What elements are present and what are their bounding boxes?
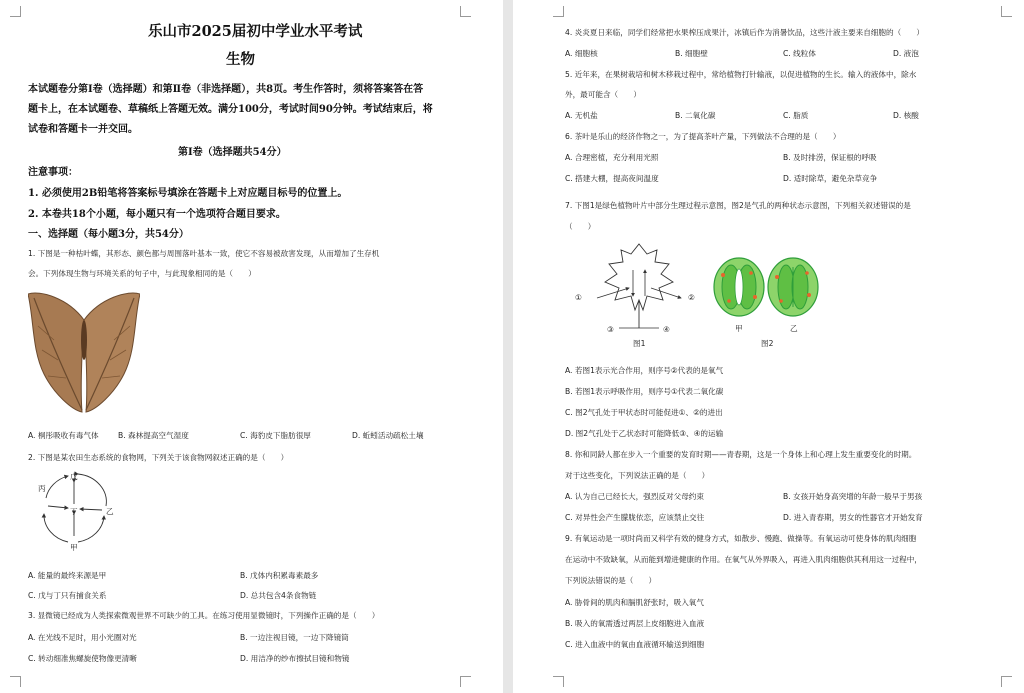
crop-mark bbox=[460, 676, 471, 687]
figure-label: 乙 bbox=[790, 324, 798, 333]
option-c[interactable]: C. 海豹皮下脂肪很厚 bbox=[240, 431, 311, 440]
option-d[interactable]: D. 液泡 bbox=[893, 49, 919, 58]
option-a[interactable]: A. 在光线不足时，用小光圈对光 bbox=[28, 633, 137, 642]
intro-line: 试卷和答题卡一并交回。 bbox=[28, 124, 138, 135]
question-text: 4. 炎炎夏日来临，同学们经常把水果榨压成果汁，冰镇后作为消暑饮品，这些汁液主要来自细胞的（ ） bbox=[565, 28, 924, 37]
option-a[interactable]: A. 桐彤吸收有毒气体 bbox=[28, 431, 99, 440]
option-d[interactable]: D. 图2气孔处于乙状态时可能降低③、④的运输 bbox=[565, 429, 724, 438]
crop-mark bbox=[553, 676, 564, 687]
intro-line: 题卡上，在本试题卷、草稿纸上答题无效。满分100分，考试时间90分钟。考试结束后，将 bbox=[28, 104, 433, 115]
option-c[interactable]: C. 搭建大棚，提高夜间温度 bbox=[565, 174, 659, 183]
question-text: 对于这些变化，下列说法正确的是（ ） bbox=[565, 471, 710, 480]
option-b[interactable]: B. 及时排涝，保证根的呼吸 bbox=[783, 153, 877, 162]
option-b[interactable]: B. 吸入的氧需透过两层上皮细胞进入血液 bbox=[565, 619, 705, 628]
question-text: 外，最可能含（ ） bbox=[565, 90, 641, 99]
subject-title: 生物 bbox=[226, 51, 255, 68]
option-b[interactable]: B. 女孩开始身高突增的年龄一般早于男孩 bbox=[783, 492, 923, 501]
question-text: 5. 近年来，在果树栽培和树木移栽过程中，常给植物打针输液，以促进植物的生长。输入的液体中，除水 bbox=[565, 70, 917, 79]
option-c[interactable]: C. 转动细准焦螺旋使物像更清晰 bbox=[28, 654, 137, 663]
question-text: （ ） bbox=[565, 222, 596, 231]
leaf-diagram-figure1 bbox=[589, 240, 689, 332]
figure-caption: 图1 bbox=[633, 339, 646, 348]
notice-item: 2. 本卷共18个小题，每小题只有一个选项符合题目要求。 bbox=[28, 209, 286, 220]
option-d[interactable]: D. 用洁净的纱布擦拭目镜和物镜 bbox=[240, 654, 350, 663]
option-d[interactable]: D. 蚯蚓活动疏松土壤 bbox=[352, 431, 424, 440]
crop-mark bbox=[1001, 6, 1012, 17]
option-b[interactable]: B. 一边注视目镜，一边下降镜筒 bbox=[240, 633, 349, 642]
exam-title: 乐山市2025届初中学业水平考试 bbox=[148, 23, 363, 40]
option-d[interactable]: D. 进入青春期，男女的性器官才开始发育 bbox=[783, 513, 923, 522]
notice-item: 1. 必须使用2B铅笔将答案标号填涂在答题卡上对应题目标号的位置上。 bbox=[28, 188, 348, 199]
notice-title: 注意事项： bbox=[28, 167, 78, 178]
option-a[interactable]: A. 若图1表示光合作用，则序号②代表的是氧气 bbox=[565, 366, 724, 375]
option-c[interactable]: C. 脂质 bbox=[783, 111, 809, 120]
figure-label: ③ bbox=[607, 325, 614, 334]
crop-mark bbox=[10, 6, 21, 17]
option-a[interactable]: A. 认为自己已经长大，强烈反对父母约束 bbox=[565, 492, 704, 501]
option-c[interactable]: C. 戊与丁只有捕食关系 bbox=[28, 591, 107, 600]
option-a[interactable]: A. 无机盐 bbox=[565, 111, 598, 120]
option-c[interactable]: C. 图2气孔处于甲状态时可能促进①、②的进出 bbox=[565, 408, 723, 417]
web-node: 丁 bbox=[70, 507, 78, 516]
web-node: 戊 bbox=[70, 472, 78, 481]
crop-mark bbox=[460, 6, 471, 17]
part-heading: 第Ⅰ卷（选择题共54分） bbox=[178, 147, 287, 158]
question-text: 2. 下图是某农田生态系统的食物网，下列关于该食物网叙述正确的是（ ） bbox=[28, 453, 289, 462]
question-text: 6. 茶叶是乐山的经济作物之一，为了提高茶叶产量，下列做法不合理的是（ ） bbox=[565, 132, 841, 141]
option-b[interactable]: B. 戊体内积累毒素最多 bbox=[240, 571, 319, 580]
figure-label: 甲 bbox=[735, 324, 743, 333]
option-d[interactable]: D. 适时除草，避免杂草竞争 bbox=[783, 174, 878, 183]
question-text: 8. 你和同龄人都在步入一个重要的发育时期——青春期，这是一个身体上和心理上发生重要变化的时期。 bbox=[565, 450, 917, 459]
option-b[interactable]: B. 若图1表示呼吸作用，则序号①代表二氧化碳 bbox=[565, 387, 724, 396]
section-heading: 一、选择题（每小题3分，共54分） bbox=[28, 229, 189, 240]
option-c[interactable]: C. 线粒体 bbox=[783, 49, 816, 58]
question-text: 1. 下图是一种枯叶蝶，其形态、颜色都与周围落叶基本一致，使它不容易被敌害发现，从而增加了生存机 bbox=[28, 249, 380, 258]
left-page bbox=[0, 0, 503, 693]
option-a[interactable]: A. 胁骨间的肌肉和膈肌舒张时，吸入氧气 bbox=[565, 598, 704, 607]
crop-mark bbox=[10, 676, 21, 687]
right-page bbox=[513, 0, 1024, 693]
question-text: 9. 有氧运动是一项时尚而又科学有效的健身方式，如散步、慢跑、做操等。有氧运动可使身体的肌肉细胞 bbox=[565, 534, 917, 543]
question-text: 在运动中不致缺氧，从而能到增进健康的作用。在氧气从外界吸入，再进入肌肉细胞供其利用这一过程中， bbox=[565, 555, 922, 564]
option-b[interactable]: B. 二氧化碳 bbox=[675, 111, 716, 120]
question-text: 3. 显微镜已经成为人类探索微观世界不可缺少的工具。在练习使用显微镜时，下列操作正确的是（ ） bbox=[28, 611, 380, 620]
web-node: 乙 bbox=[106, 507, 114, 516]
crop-mark bbox=[553, 6, 564, 17]
figure-label: ② bbox=[688, 293, 695, 302]
intro-line: 本试题卷分第Ⅰ卷（选择题）和第Ⅱ卷（非选择题），共8页。考生作答时，须将答案答在答 bbox=[28, 84, 424, 95]
option-a[interactable]: A. 合理密植，充分利用光照 bbox=[565, 153, 659, 162]
figure-caption: 图2 bbox=[761, 339, 774, 348]
figure-label: ④ bbox=[663, 325, 670, 334]
option-c[interactable]: C. 进入血液中的氧由血液循环输送到细胞 bbox=[565, 640, 705, 649]
option-d[interactable]: D. 核酸 bbox=[893, 111, 919, 120]
stomata-figure2 bbox=[711, 255, 821, 321]
web-node: 甲 bbox=[70, 543, 78, 552]
leaf-butterfly-image bbox=[28, 290, 140, 414]
option-a[interactable]: A. 能量的最终来源是甲 bbox=[28, 571, 107, 580]
question-text: 会。下列体现生物与环境关系的句子中，与此现象相同的是（ ） bbox=[28, 269, 256, 278]
question-text: 下列说法错误的是（ ） bbox=[565, 576, 657, 585]
figure-label: ① bbox=[575, 293, 582, 302]
question-text: 7. 下图1是绿色植物叶片中部分生理过程示意图，图2是气孔的两种状态示意图，下列相关叙述错误的是 bbox=[565, 201, 911, 210]
option-b[interactable]: B. 森林提高空气湿度 bbox=[118, 431, 189, 440]
crop-mark bbox=[1001, 676, 1012, 687]
option-d[interactable]: D. 总共包含4条食物链 bbox=[240, 591, 317, 600]
option-a[interactable]: A. 细胞核 bbox=[565, 49, 598, 58]
option-b[interactable]: B. 细胞壁 bbox=[675, 49, 708, 58]
web-node: 丙 bbox=[38, 484, 46, 493]
option-c[interactable]: C. 对异性会产生朦胧依恋，应该禁止交往 bbox=[565, 513, 705, 522]
